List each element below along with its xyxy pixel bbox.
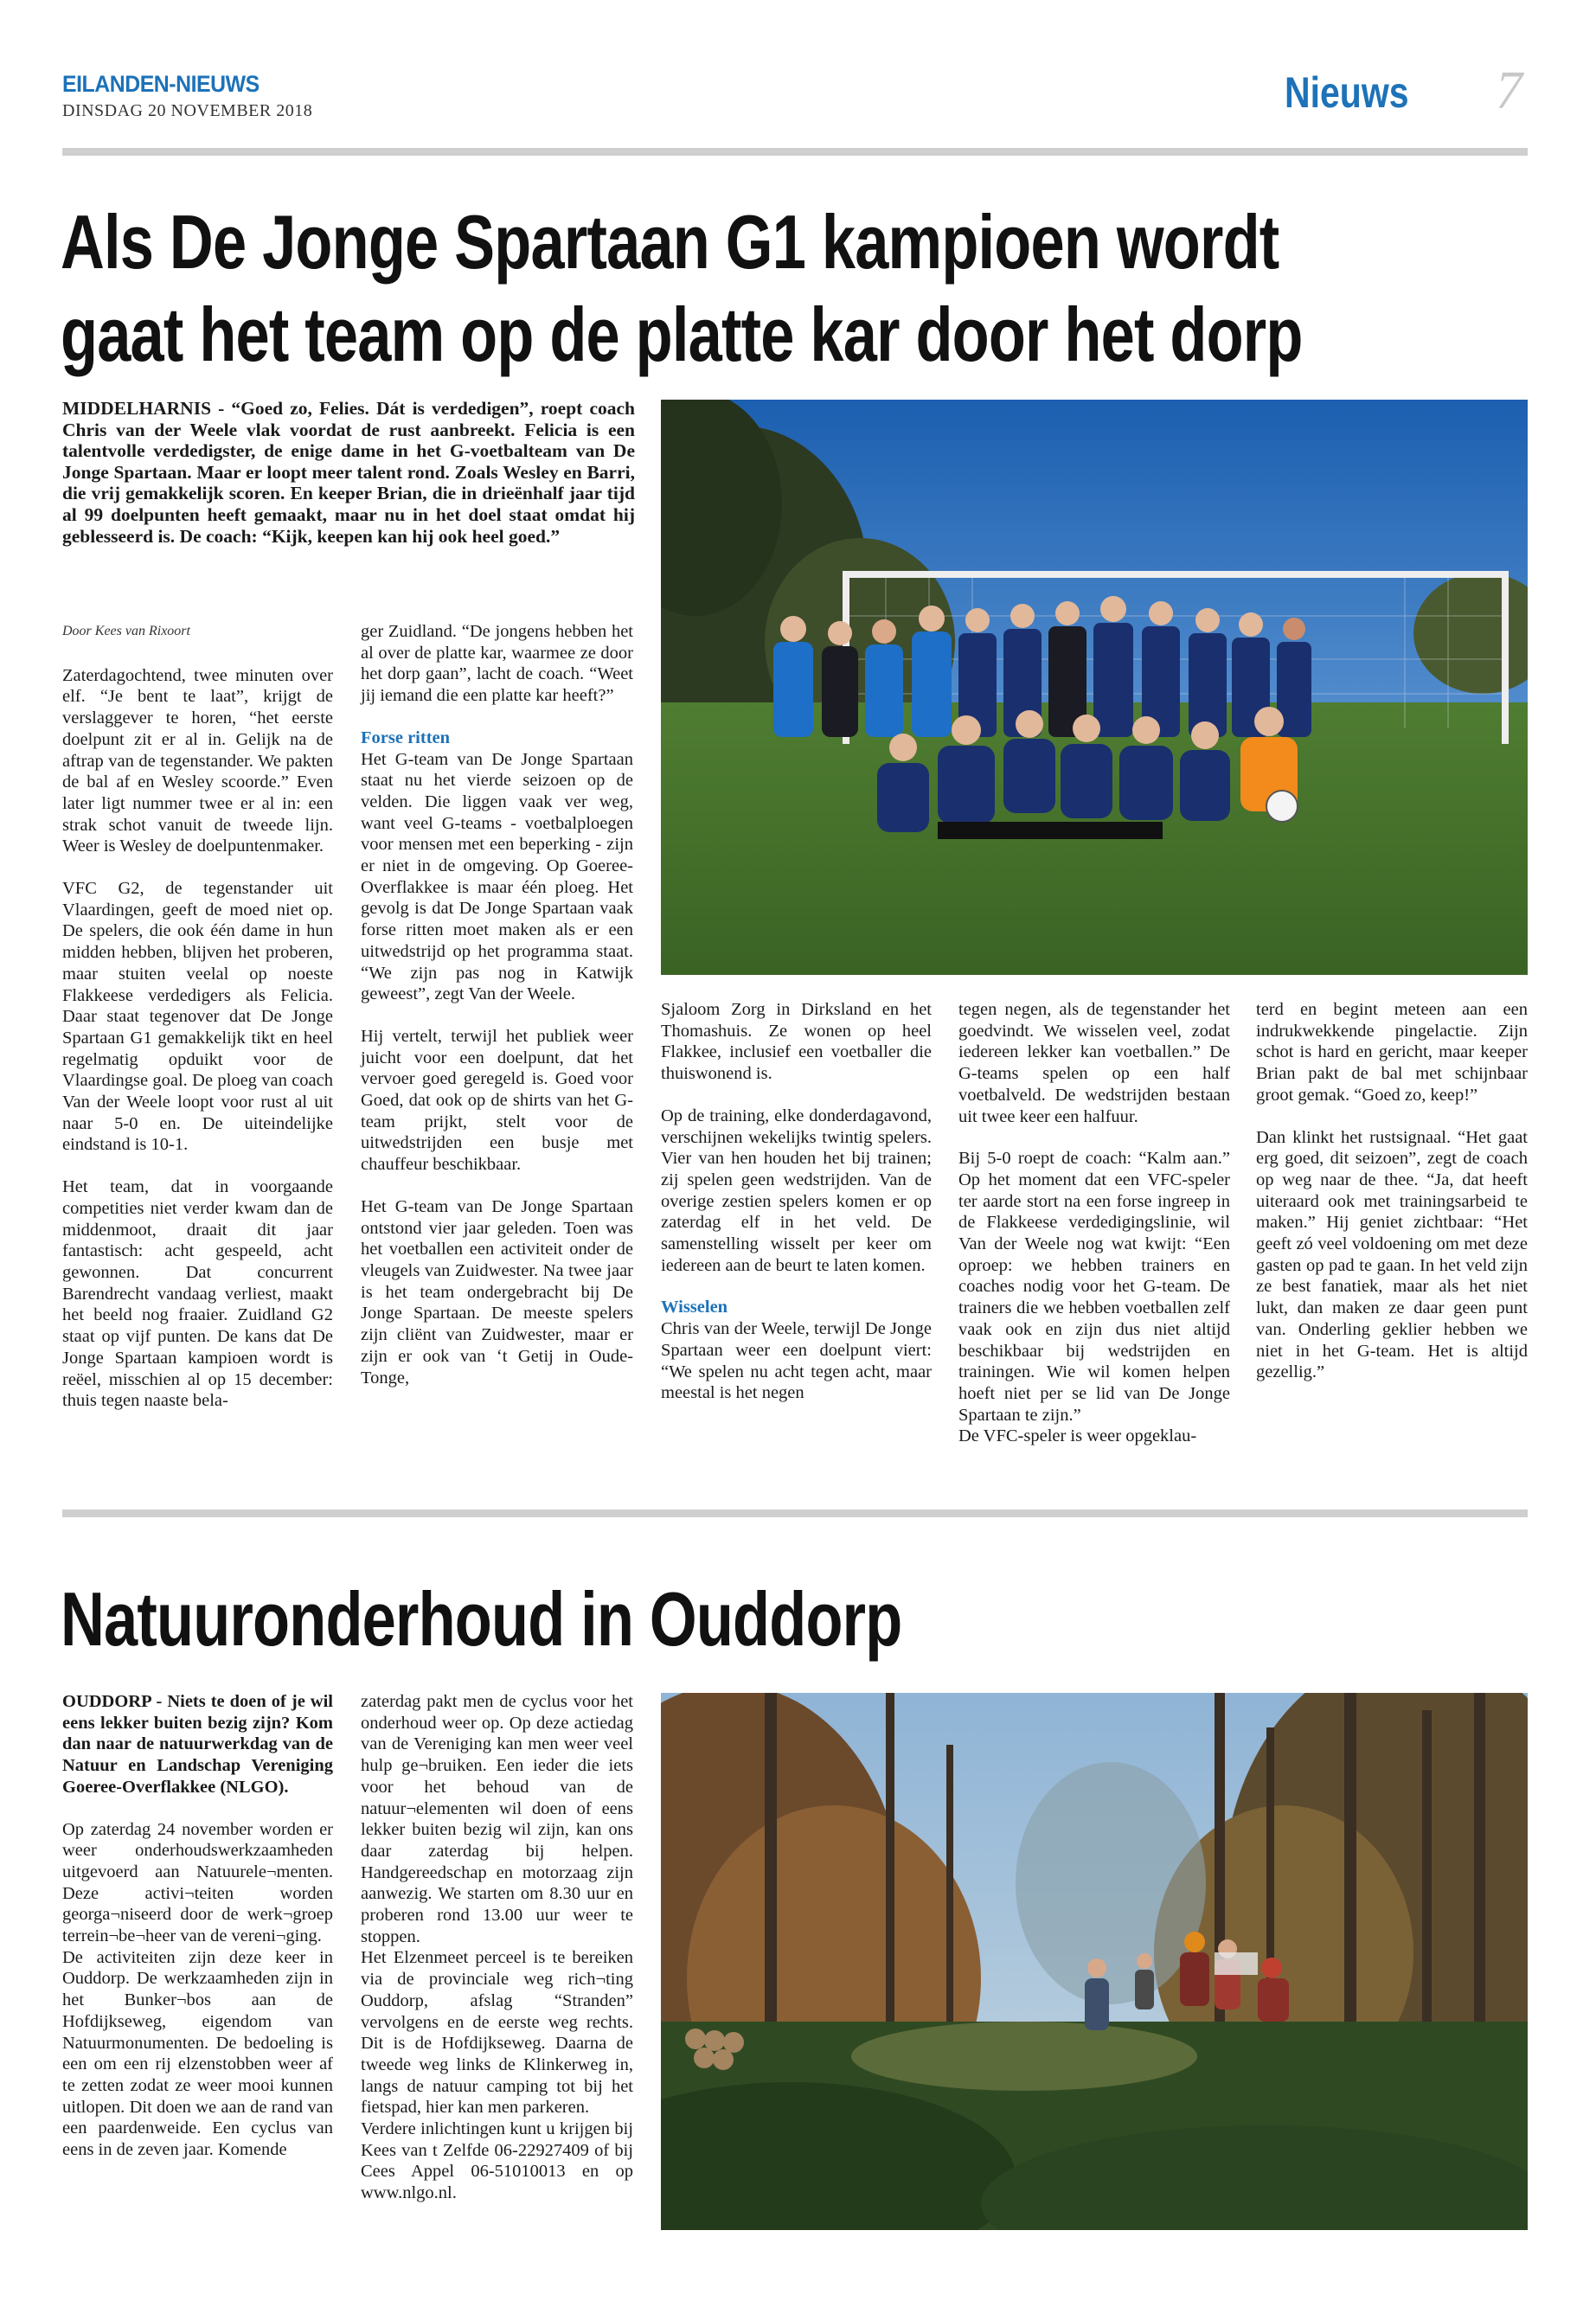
issue-date: DINSDAG 20 NOVEMBER 2018 [62, 101, 313, 120]
byline: Door Kees van Rixoort [62, 624, 190, 638]
paragraph: VFC G2, de tegenstander uit Vlaardingen, geeft de moed niet op. De spelers, die ook één dame in hun midden hebben, blijven het proberen, maar stuiten veelal op noeste Flakkeese verdedigers als Felicia. Daar staat tegenover dat De Jonge Spartaan G1 gemakkelijk tikt en heel regelmatig opduikt voor de Vlaardingse goal. De ploeg van coach Van der Weele loopt voor rust al uit naar 5-0 en. De uiteindelijke eindstand is 10-1. [62, 879, 333, 1155]
subhead-wisselen: Wisselen [661, 1298, 728, 1317]
article1-lead: MIDDELHARNIS - “Goed zo, Felies. Dát is verdedigen”, roept coach Chris van der Weele vlak voordat de rust aanbreekt. Felicia is een talentvolle verdedigster, de enige dame in het G-voetbalteam van De Jonge Spartaan. Maar er loopt meer talent rond. Zoals Wesley en Barri, die vrij gemakkelijk scoren. En keeper Brian, die in drieënhalf jaar tijd al 99 doelpunten heeft gemaakt, maar nu in het doel staat omdat hij geblesseerd is. De coach: “Kijk, keepen kan hij ook heel goed.” [62, 398, 635, 547]
paragraph: Hij vertelt, terwijl het publiek weer juicht voor een doelpunt, dat het vervoer goed geregeld is. Goed voor Goed, dat ook op de shirts van het G-team prijkt, stelt voor de uitwedstrijden een busje met chauffeur beschikbaar. [361, 1026, 633, 1175]
article2-lead: OUDDORP - Niets te doen of je wil eens lekker buiten bezig zijn? Kom dan naar de natuurwerkdag van de Natuur en Landschap Vereniging Goeree-Overflakkee (NLGO). [62, 1692, 333, 1797]
header-rule [62, 148, 1528, 156]
paragraph: ger Zuidland. “De jongens hebben het al over de platte kar, waarmee ze door het dorp gaan”, lacht de coach. “Weet jij iemand die een platte kar heeft?” [361, 622, 633, 706]
article1-headline-line1: Als De Jonge Spartaan G1 kampioen wordt [61, 199, 1279, 285]
paragraph: Het team, dat in voorgaande competities niet verder kwam dan de middenmoot, draait dit jaar fantastisch: acht gespeeld, acht gewonnen. Dat concurrent Barendrecht vandaag verliest, maakt het beeld nog fraaier. Zuidland G2 staat op vijf punten. De kans dat De Jonge Spartaan kampioen wordt is reëel, misschien al op 15 december: thuis tegen naaste bela- [62, 1177, 333, 1411]
paragraph: Bij 5-0 roept de coach: “Kalm aan.” Op het moment dat een VFC-speler ter aarde stort na een forse ingreep in de Flakkeese verdedigingslinie, wil Van der Weele nog wat kwijt: “Een oproep: we hebben trainers en coaches nodig voor het G-team. De trainers die we hebben voetballen zelf vaak ook en zijn dus niet altijd beschikbaar bij wedstrijden en trainingen. Wie wil komen helpen hoeft niet per se lid van De Jonge Spartaan te zijn.” [958, 1149, 1230, 1425]
paragraph: Chris van der Weele, terwijl De Jonge Spartaan weer een doelpunt viert: “We spelen nu acht tegen acht, maar meestal is het negen [661, 1319, 932, 1403]
paragraph: Sjaloom Zorg in Dirksland en het Thomashuis. Ze wonen op heel Flakkee, inclusief een voetballer die thuiswonend is. [661, 1000, 932, 1084]
article2-column-1 [62, 1691, 333, 2161]
paragraph: Het Elzenmeet perceel is te bereiken via de provinciale weg rich¬ting Ouddorp, afslag “Stranden” vervolgens en de eerste weg rechts. Dit is de Hofdijkseweg. Daarna de tweede weg links de Klinkerweg in, langs de natuur camping tot bij het fietspad, hier kan men parkeren. [361, 1948, 633, 2118]
subhead-forse-ritten: Forse ritten [361, 727, 451, 747]
paragraph: Op zaterdag 24 november worden er weer onderhoudswerkzaamheden uitgevoerd aan Natuurele¬menten. Deze activi¬teiten worden georga¬niseerd door de werk¬groep terrein¬be¬heer van de vereni¬ging. [62, 1819, 333, 1946]
team-photo [661, 400, 1528, 975]
article1-column-3 [661, 999, 932, 1404]
paragraph: tegen negen, als de tegenstander het goedvindt. We wisselen veel, zodat iedereen lekker kan voetballen.” De G-teams spelen op een half voetbalveld. De wedstrijden bestaan uit twee keer een halfuur. [958, 1000, 1230, 1126]
section-label: Nieuws [1285, 68, 1409, 117]
paragraph: Zaterdagochtend, twee minuten over elf. “Je bent te laat”, krijgt de verslaggever te horen, “het eerste doelpunt zit er al in. Gelijk na de aftrap van de tegenstander. We pakten de bal af en Wesley scoorde.” Even later ligt nummer twee er al in: een strak schot vanuit de tweede lijn. Weer is Wesley de doelpuntenmaker. [62, 665, 333, 856]
newspaper-logo: EILANDEN-NIEUWS [62, 71, 260, 97]
paragraph: Verdere inlichtingen kunt u krijgen bij Kees van t Zelfde 06-22927409 of bij Cees Appel 06-51010013 en op www.nlgo.nl. [361, 2119, 633, 2203]
article1-headline-line2: gaat het team op de platte kar door het dorp [61, 292, 1303, 377]
paragraph: De activiteiten zijn deze keer in Ouddorp. De werkzaamheden zijn in het Bunker¬bos aan de Hofdijkseweg, eigendom van Natuurmonumenten. De bedoeling is een om een rij elzenstobben weer af te zetten zodat ze weer mooi kunnen uitlopen. Dit doen we aan de rand van een paardenweide. Een cyclus van eens in de zeven jaar. Komende [62, 1947, 333, 2160]
nature-work-photo [661, 1693, 1528, 2230]
paragraph: Het G-team van De Jonge Spartaan ontstond vier jaar geleden. Toen was het voetballen een activiteit onder de vleugels van Zuidwester. Na twee jaar is het team ondergebracht bij De Jonge Spartaan. De meeste spelers zijn cliënt van Zuidwester, maar er zijn er ook van ‘t Getij in Oude-Tonge, [361, 1196, 633, 1388]
article2-headline: Natuuronderhoud in Ouddorp [61, 1576, 902, 1662]
paragraph: zaterdag pakt men de cyclus voor het onderhoud weer op. Op deze actiedag van de Vereniging kan men weer veel hulp ge¬bruiken. Een ieder die iets voor het behoud van de natuur¬elementen wil doen of eens lekker buiten bezig wil zijn, kan ons daar zaterdag bij helpen. Handgereedschap en motorzaag zijn aanwezig. We starten om 8.30 uur en proberen rond 13.00 uur weer te stoppen. [361, 1692, 633, 1946]
paragraph: terd en begint meteen aan een indrukwekkende pingelactie. Zijn schot is hard en gericht, maar keeper Brian pakt de bal met schijnbaar groot gemak. “Goed zo, keep!” [1256, 1000, 1528, 1105]
article1-column-4 [958, 999, 1230, 1447]
article2-column-2 [361, 1691, 633, 2204]
article1-column-5 [1256, 999, 1528, 1383]
paragraph: De VFC-speler is weer opgeklau- [958, 1426, 1197, 1446]
paragraph: Het G-team van De Jonge Spartaan staat nu het vierde seizoen op de velden. Die liggen vaak ver weg, want veel G-teams - voetbalploegen voor mensen met een beperking - zijn er niet in de omgeving. Op Goeree-Overflakkee is maar één ploeg. Het gevolg is dat De Jonge Spartaan vaak forse ritten moet maken als er een uitwedstrijd op het programma staat. “We zijn pas nog in Katwijk geweest”, zegt Van der Weele. [361, 749, 633, 1004]
paragraph: Dan klinkt het rustsignaal. “Het gaat erg goed, dit seizoen”, zegt de coach op weg naar de thee. “Ja, dat heeft uiteraard ook met trainingsarbeid te maken.” Hij geniet zichtbaar: “Het geeft zó veel voldoening om met deze gasten op pad te gaan. In het veld zijn ze best fanatiek, maar als het niet lukt, dan maken ze daar geen punt van. Onderling geklier hebben we niet in het G-team. Het is altijd gezellig.” [1256, 1127, 1528, 1382]
article1-column-1 [62, 621, 333, 1412]
paragraph: Op de training, elke donderdagavond, verschijnen wekelijks twintig spelers. Vier van hen houden het bij trainen; zij spelen geen wedstrijden. Van de overige zestien spelers komen er op zaterdag elf in het veld. De samenstelling wisselt per keer om iedereen aan de beurt te laten komen. [661, 1106, 932, 1275]
page-number: 7 [1496, 61, 1522, 120]
article1-column-2 [361, 621, 633, 1388]
article-divider [62, 1509, 1528, 1517]
